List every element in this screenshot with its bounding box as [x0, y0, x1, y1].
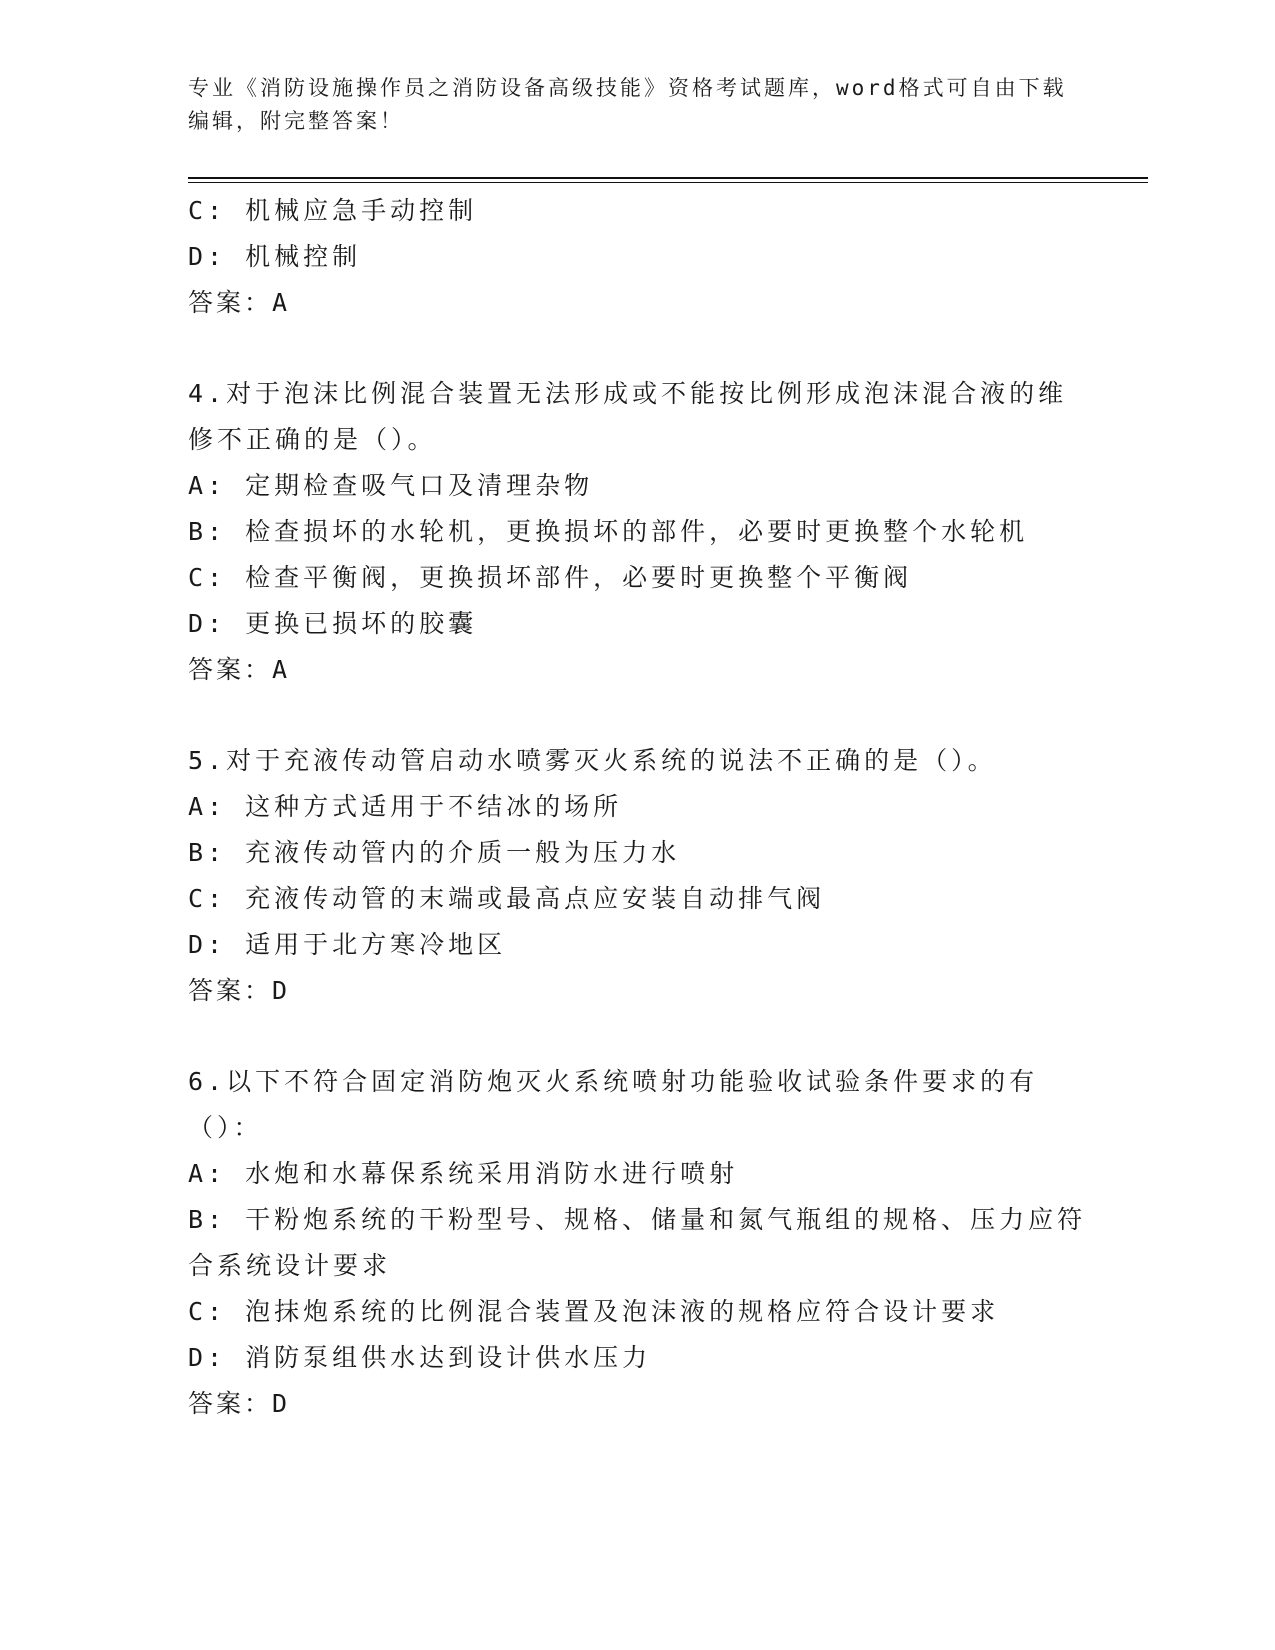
header-rule-thin — [188, 182, 1148, 183]
option-d: D: 适用于北方寒冷地区 — [188, 930, 507, 959]
option-b: B: 干粉炮系统的干粉型号、规格、储量和氮气瓶组的规格、压力应符合系统设计要求 — [188, 1205, 1087, 1280]
question-block-3-continued — [188, 188, 1088, 326]
option-d: D: 机械控制 — [188, 242, 362, 271]
answer-line — [188, 1381, 1088, 1427]
answer-label: 答案： — [188, 655, 273, 684]
question-stem: 5.对于充液传动管启动水喷雾灭火系统的说法不正确的是（）。 — [188, 746, 997, 775]
answer-value: A — [272, 288, 291, 317]
spacer — [188, 693, 1088, 738]
answer-label: 答案： — [188, 288, 273, 317]
option-d: D: 消防泵组供水达到设计供水压力 — [188, 1343, 652, 1372]
page-header: 专业《消防设施操作员之消防设备高级技能》资格考试题库，word格式可自由下载编辑，附完整答案！ — [188, 76, 1067, 133]
spacer — [188, 1014, 1088, 1059]
header-rule-thick — [188, 177, 1148, 179]
answer-value: D — [272, 976, 291, 1005]
question-list — [188, 188, 1088, 1427]
question-block-5 — [188, 738, 1088, 1014]
option-a: A: 定期检查吸气口及清理杂物 — [188, 471, 594, 500]
option-c: C: 充液传动管的末端或最高点应安装自动排气阀 — [188, 884, 826, 913]
question-stem: 4.对于泡沫比例混合装置无法形成或不能按比例形成泡沫混合液的维修不正确的是（）。 — [188, 379, 1068, 454]
answer-value: A — [272, 655, 291, 684]
option-d: D: 更换已损坏的胶囊 — [188, 609, 478, 638]
option-c: C: 机械应急手动控制 — [188, 196, 478, 225]
option-b: B: 检查损坏的水轮机，更换损坏的部件，必要时更换整个水轮机 — [188, 517, 1029, 546]
option-a: A: 这种方式适用于不结冰的场所 — [188, 792, 623, 821]
question-block-4 — [188, 371, 1088, 693]
answer-label: 答案： — [188, 976, 273, 1005]
question-stem: 6.以下不符合固定消防炮灭火系统喷射功能验收试验条件要求的有（）： — [188, 1067, 1039, 1142]
spacer — [188, 326, 1088, 371]
answer-value: D — [272, 1389, 291, 1418]
answer-line — [188, 280, 1088, 326]
option-b: B: 充液传动管内的介质一般为压力水 — [188, 838, 681, 867]
option-c: C: 泡抹炮系统的比例混合装置及泡沫液的规格应符合设计要求 — [188, 1297, 1000, 1326]
option-c: C: 检查平衡阀，更换损坏部件，必要时更换整个平衡阀 — [188, 563, 913, 592]
answer-label: 答案： — [188, 1389, 273, 1418]
answer-line — [188, 647, 1088, 693]
answer-line — [188, 968, 1088, 1014]
option-a: A: 水炮和水幕保系统采用消防水进行喷射 — [188, 1159, 739, 1188]
question-block-6 — [188, 1059, 1088, 1427]
